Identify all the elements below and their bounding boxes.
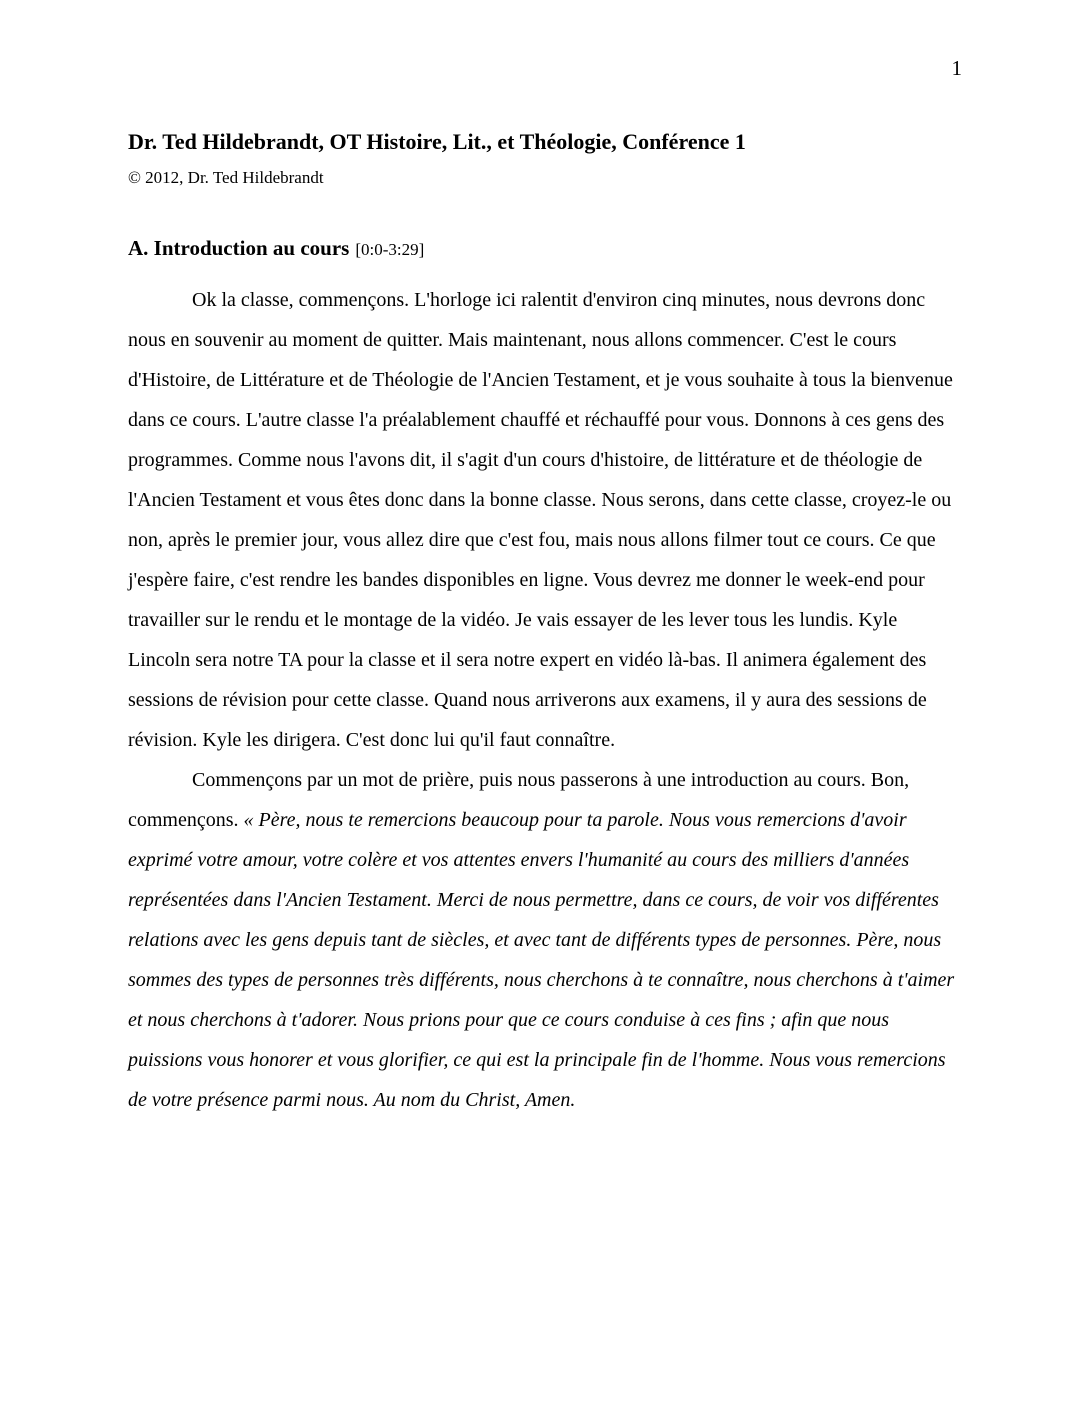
copyright-line: © 2012, Dr. Ted Hildebrandt [128,167,324,187]
section-heading-label: A. Introduction au cours [128,235,350,260]
paragraph-prayer-lead: Commençons par un mot de prière, puis nous passerons à une introduction au cours. Bon, commençons. [128,768,910,831]
document-title: Dr. Ted Hildebrandt, OT Histoire, Lit., et Théologie, Conférence 1 [128,129,746,154]
paragraph-prayer [128,760,960,1120]
page-number: 1 [951,56,962,80]
section-heading-timecode: [0:0-3:29] [355,239,425,259]
paragraph-introduction: Ok la classe, commençons. L'horloge ici ralentit d'environ cinq minutes, nous devrons donc nous en souvenir au moment de quitter. Mais maintenant, nous allons commencer. C'est le cours d'Histoire, de Littérature et de Théologie de l'Ancien Testament, et je vous souhaite à tous la bienvenue dans ce cours. L'autre classe l'a préalablement chauffé et réchauffé pour vous. Donnons à ces gens des programmes. Comme nous l'avons dit, il s'agit d'un cours d'histoire, de littérature et de théologie de l'Ancien Testament et vous êtes donc dans la bonne classe. Nous serons, dans cette classe, croyez-le ou non, après le premier jour, vous allez dire que c'est fou, mais nous allons filmer tout ce cours. Ce que j'espère faire, c'est rendre les bandes disponibles en ligne. Vous devrez me donner le week-end pour travailler sur le rendu et le montage de la vidéo. Je vais essayer de les lever tous les lundis. Kyle Lincoln sera notre TA pour la classe et il sera notre expert en vidéo là-bas. Il animera également des sessions de révision pour cette classe. Quand nous arriverons aux examens, il y aura des sessions de révision. Kyle les dirigera. C'est donc lui qu'il faut connaître. [128,288,953,751]
section-heading [128,233,960,264]
document-content [128,128,960,1120]
paragraph-prayer-italic: « Père, nous te remercions beaucoup pour ta parole. Nous vous remercions d'avoir exprimé votre amour, votre colère et vos attentes envers l'humanité au cours des milliers d'années représentées dans l'Ancien Testament. Merci de nous permettre, dans ce cours, de voir vos différentes relations avec les gens depuis tant de siècles, et avec tant de différents types de personnes. Père, nous sommes des types de personnes très différents, nous cherchons à te connaître, nous cherchons à t'aimer et nous cherchons à t'adorer. Nous prions pour que ce cours conduise à ces fins ; afin que nous puissions vous honorer et vous glorifier, ce qui est la principale fin de l'homme. Nous vous remercions de votre présence parmi nous. Au nom du Christ, Amen. [128,808,955,1111]
